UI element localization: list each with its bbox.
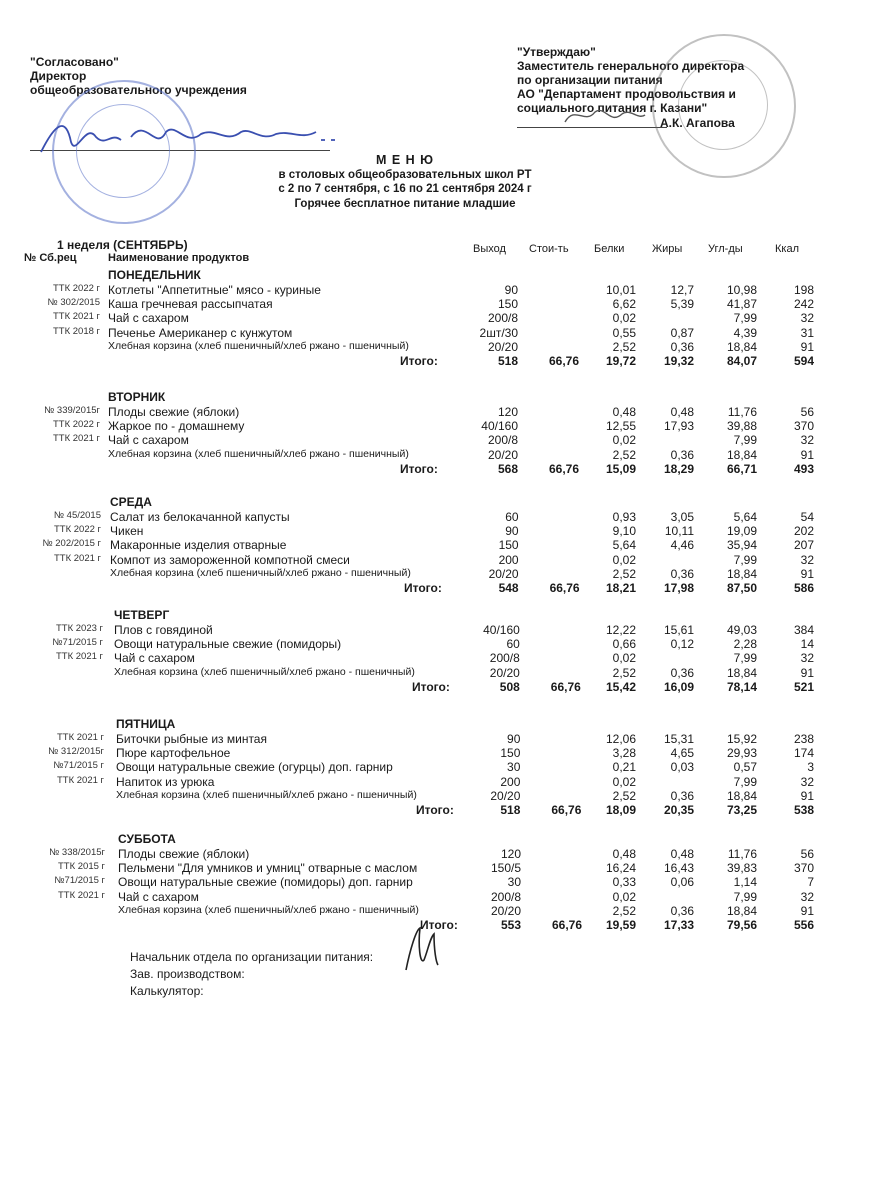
fat-value: 4,46 <box>670 538 694 553</box>
footer-production: Зав. производством: <box>130 967 245 981</box>
output-value: 150 <box>498 538 519 553</box>
fat-value: 0,06 <box>670 875 694 890</box>
col-kcal: Ккал <box>775 243 799 255</box>
recipe-code: № 202/2015 г <box>42 538 101 550</box>
recipe-code: № 338/2015г <box>49 847 105 858</box>
dish-name: Чай с сахаром <box>118 889 199 904</box>
carbs-value: 7,99 <box>733 889 757 904</box>
total-label: Итого: <box>400 461 438 476</box>
kcal-value: 91 <box>800 339 814 354</box>
fat-value: 3,05 <box>670 510 694 524</box>
kcal-value: 207 <box>793 538 814 553</box>
carbs-value: 18,84 <box>726 665 757 680</box>
protein-value: 0,02 <box>612 651 636 666</box>
carbs-value: 15,92 <box>726 732 757 746</box>
dish-name: Биточки рыбные из минтая <box>116 732 267 746</box>
output-value: 90 <box>507 732 521 746</box>
fat-value: 0,36 <box>670 665 694 680</box>
dish-name: Хлебная корзина (хлеб пшеничный/хлеб ржано - пшеничный) <box>108 447 409 460</box>
total-output: 568 <box>497 461 518 476</box>
carbs-value: 7,99 <box>733 774 757 789</box>
total-kcal: 521 <box>793 679 814 694</box>
carbs-value: 11,76 <box>727 847 757 861</box>
carbs-value: 1,14 <box>733 875 757 890</box>
carbs-value: 18,84 <box>726 788 757 803</box>
protein-value: 0,33 <box>612 875 636 890</box>
output-value: 120 <box>497 405 518 419</box>
kcal-value: 7 <box>807 875 814 890</box>
total-carbs: 84,07 <box>726 354 757 368</box>
total-label: Итого: <box>400 354 438 368</box>
kcal-value: 32 <box>800 889 814 904</box>
kcal-value: 370 <box>793 861 814 876</box>
dish-name: Чай с сахаром <box>108 311 189 326</box>
fat-value: 0,12 <box>670 637 694 652</box>
protein-value: 2,52 <box>612 665 636 680</box>
approval-right-title: "Утверждаю" <box>517 45 596 59</box>
approval-right-name: А.К. Агапова <box>660 116 735 130</box>
recipe-code: ТТК 2021 г <box>57 889 105 901</box>
output-value: 90 <box>505 524 519 539</box>
protein-value: 2,52 <box>612 788 636 803</box>
dish-name: Жаркое по - домашнему <box>108 419 245 434</box>
total-kcal: 556 <box>793 918 814 932</box>
protein-value: 12,55 <box>605 419 636 434</box>
total-protein: 19,72 <box>605 354 636 368</box>
col-carbs: Угл-ды <box>708 243 743 255</box>
protein-value: 5,64 <box>612 538 636 553</box>
recipe-code: № 45/2015 <box>53 510 101 521</box>
dish-name: Плов с говядиной <box>114 623 213 637</box>
kcal-value: 32 <box>800 774 814 789</box>
recipe-code: ТТК 2021 г <box>56 732 104 743</box>
protein-value: 0,66 <box>612 637 636 652</box>
carbs-value: 7,99 <box>733 311 757 326</box>
kcal-value: 91 <box>800 447 814 462</box>
approval-left-line1: Директор <box>30 69 87 83</box>
output-value: 90 <box>504 283 518 297</box>
total-label: Итого: <box>412 679 450 694</box>
dish-name: Плоды свежие (яблоки) <box>118 847 250 861</box>
carbs-value: 41,87 <box>726 297 757 312</box>
carbs-value: 2,28 <box>733 637 757 652</box>
protein-value: 16,24 <box>605 861 636 876</box>
kcal-value: 14 <box>800 637 814 652</box>
protein-value: 6,62 <box>612 297 636 312</box>
total-kcal: 493 <box>793 461 814 476</box>
dish-name: Компот из замороженной компотной смеси <box>110 552 350 567</box>
carbs-value: 7,99 <box>733 651 757 666</box>
approval-left-title: "Согласовано" <box>30 55 119 69</box>
total-protein: 18,21 <box>605 581 636 595</box>
total-cost: 66,76 <box>550 679 581 694</box>
dish-name: Хлебная корзина (хлеб пшеничный/хлеб ржано - пшеничный) <box>118 903 419 916</box>
output-value: 20/20 <box>487 447 518 462</box>
protein-value: 9,10 <box>612 524 636 539</box>
carbs-value: 18,84 <box>726 903 757 918</box>
dish-name: Чикен <box>110 524 144 539</box>
stamp-right <box>652 34 796 178</box>
protein-value: 2,52 <box>612 447 636 462</box>
kcal-value: 56 <box>800 847 814 861</box>
fat-value: 0,48 <box>670 405 694 419</box>
fat-value: 0,36 <box>670 788 694 803</box>
dish-name: Печенье Американер с кунжутом <box>108 325 293 340</box>
protein-value: 2,52 <box>612 566 636 581</box>
day-title: ПОНЕДЕЛЬНИК <box>108 268 201 282</box>
protein-value: 0,02 <box>612 889 636 904</box>
carbs-value: 7,99 <box>733 552 757 567</box>
total-cost: 66,76 <box>548 461 579 476</box>
protein-value: 0,21 <box>612 760 636 775</box>
total-cost: 66,76 <box>551 918 582 932</box>
kcal-value: 238 <box>793 732 814 746</box>
output-value: 20/20 <box>490 903 521 918</box>
output-value: 20/20 <box>490 788 521 803</box>
dish-name: Котлеты "Аппетитные" мясо - куриные <box>108 283 321 297</box>
recipe-code: № 302/2015 <box>47 297 100 309</box>
day-title: ЧЕТВЕРГ <box>114 608 170 622</box>
output-value: 150/5 <box>490 861 521 876</box>
day-title: СРЕДА <box>110 495 152 509</box>
approval-left-line2: общеобразовательного учреждения <box>30 83 247 97</box>
fat-value: 5,39 <box>670 297 694 312</box>
recipe-code: ТТК 2021 г <box>52 311 100 323</box>
menu-subtitle-1: в столовых общеобразовательных школ РТ <box>278 169 532 181</box>
total-fat: 18,29 <box>663 461 694 476</box>
output-value: 30 <box>507 875 521 890</box>
dish-name: Салат из белокачанной капусты <box>110 510 290 524</box>
carbs-value: 11,76 <box>727 405 757 419</box>
output-value: 200/8 <box>490 889 521 904</box>
kcal-value: 3 <box>807 760 814 775</box>
recipe-code: ТТК 2021 г <box>53 552 101 564</box>
total-carbs: 87,50 <box>726 581 757 595</box>
total-output: 518 <box>497 354 518 368</box>
kcal-value: 32 <box>800 311 814 326</box>
total-label: Итого: <box>420 918 458 932</box>
total-output: 518 <box>500 803 521 817</box>
kcal-value: 91 <box>800 566 814 581</box>
dish-name: Овощи натуральные свежие (помидоры) доп. гарнир <box>118 875 413 890</box>
carbs-value: 49,03 <box>726 623 757 637</box>
week-label: 1 неделя (СЕНТЯБРЬ) <box>57 238 188 252</box>
recipe-code: ТТК 2023 г <box>55 623 103 634</box>
kcal-value: 54 <box>800 510 814 524</box>
carbs-value: 5,64 <box>733 510 757 524</box>
recipe-code: ТТК 2018 г <box>52 325 100 337</box>
total-protein: 15,09 <box>605 461 636 476</box>
total-fat: 16,09 <box>663 679 694 694</box>
recipe-code: № 339/2015г <box>44 405 100 416</box>
carbs-value: 39,88 <box>726 419 757 434</box>
fat-value: 15,31 <box>663 732 694 746</box>
output-value: 20/20 <box>489 665 520 680</box>
kcal-value: 174 <box>793 746 814 761</box>
protein-value: 0,55 <box>612 325 636 340</box>
total-cost: 66,76 <box>549 581 580 595</box>
output-value: 200 <box>498 552 519 567</box>
total-carbs: 73,25 <box>726 803 757 817</box>
dish-name: Хлебная корзина (хлеб пшеничный/хлеб ржано - пшеничный) <box>110 566 411 579</box>
protein-value: 12,22 <box>605 623 636 637</box>
footer-calculator: Калькулятор: <box>130 984 204 998</box>
recipe-code: ТТК 2021 г <box>56 774 104 786</box>
carbs-value: 39,83 <box>726 861 757 876</box>
fat-value: 0,48 <box>670 847 694 861</box>
kcal-value: 31 <box>800 325 814 340</box>
carbs-value: 19,09 <box>726 524 757 539</box>
carbs-value: 18,84 <box>726 447 757 462</box>
total-output: 548 <box>498 581 519 595</box>
output-value: 60 <box>506 637 520 652</box>
protein-value: 0,02 <box>612 311 636 326</box>
kcal-value: 198 <box>793 283 814 297</box>
recipe-code: ТТК 2021 г <box>55 651 103 663</box>
kcal-value: 32 <box>800 552 814 567</box>
total-fat: 20,35 <box>663 803 694 817</box>
output-value: 150 <box>500 746 521 761</box>
menu-title: М Е Н Ю <box>375 153 435 167</box>
fat-value: 16,43 <box>663 861 694 876</box>
protein-value: 0,93 <box>612 510 636 524</box>
fat-value: 0,87 <box>670 325 694 340</box>
kcal-value: 202 <box>793 524 814 539</box>
recipe-code: №71/2015 г <box>52 637 103 649</box>
signature-footer <box>398 920 448 980</box>
approval-right-line2: по организации питания <box>517 73 663 87</box>
fat-value: 4,65 <box>670 746 694 761</box>
protein-value: 10,01 <box>605 283 636 297</box>
dish-name: Плоды свежие (яблоки) <box>108 405 240 419</box>
carbs-value: 0,57 <box>733 760 757 775</box>
total-kcal: 594 <box>793 354 814 368</box>
total-protein: 18,09 <box>605 803 636 817</box>
menu-subtitle-2: с 2 по 7 сентября, с 16 по 21 сентября 2024 г <box>278 183 532 195</box>
recipe-code: ТТК 2022 г <box>53 524 101 536</box>
recipe-code: ТТК 2022 г <box>52 419 100 431</box>
kcal-value: 32 <box>800 433 814 448</box>
recipe-code: ТТК 2022 г <box>52 283 100 294</box>
recipe-code: ТТК 2015 г <box>57 861 105 873</box>
fat-value: 0,03 <box>670 760 694 775</box>
total-kcal: 586 <box>793 581 814 595</box>
total-output: 508 <box>499 679 520 694</box>
output-value: 40/160 <box>483 623 520 637</box>
total-carbs: 79,56 <box>726 918 757 932</box>
output-value: 2шт/30 <box>479 325 518 340</box>
carbs-value: 4,39 <box>733 325 757 340</box>
carbs-value: 35,94 <box>726 538 757 553</box>
total-fat: 19,32 <box>663 354 694 368</box>
output-value: 200 <box>500 774 521 789</box>
output-value: 200/8 <box>489 651 520 666</box>
total-label: Итого: <box>404 581 442 595</box>
output-value: 120 <box>500 847 521 861</box>
kcal-value: 91 <box>800 788 814 803</box>
dish-name: Чай с сахаром <box>114 651 195 666</box>
protein-value: 0,48 <box>612 847 636 861</box>
dish-name: Хлебная корзина (хлеб пшеничный/хлеб ржано - пшеничный) <box>116 788 417 801</box>
total-kcal: 538 <box>793 803 814 817</box>
day-title: СУББОТА <box>118 832 176 846</box>
recipe-code: № 312/2015г <box>48 746 104 758</box>
fat-value: 0,36 <box>670 339 694 354</box>
carbs-value: 18,84 <box>726 339 757 354</box>
col-name: Наименование продуктов <box>108 252 250 264</box>
fat-value: 17,93 <box>663 419 694 434</box>
approval-right-line3: АО "Департамент продовольствия и <box>517 87 736 101</box>
protein-value: 2,52 <box>612 903 636 918</box>
total-cost: 66,76 <box>551 803 582 817</box>
col-output: Выход <box>473 243 506 255</box>
dish-name: Каша гречневая рассыпчатая <box>108 297 273 312</box>
footer-head: Начальник отдела по организации питания: <box>130 950 374 964</box>
dish-name: Напиток из урюка <box>116 774 215 789</box>
kcal-value: 370 <box>793 419 814 434</box>
recipe-code: №71/2015 г <box>54 875 105 887</box>
kcal-value: 91 <box>800 903 814 918</box>
total-carbs: 78,14 <box>726 679 757 694</box>
dish-name: Хлебная корзина (хлеб пшеничный/хлеб ржано - пшеничный) <box>108 339 409 352</box>
col-protein: Белки <box>594 243 625 255</box>
fat-value: 12,7 <box>670 283 694 297</box>
dish-name: Пюре картофельное <box>116 746 231 761</box>
kcal-value: 384 <box>793 623 814 637</box>
output-value: 30 <box>507 760 521 775</box>
protein-value: 0,02 <box>612 433 636 448</box>
recipe-code: ТТК 2021 г <box>52 433 100 445</box>
kcal-value: 56 <box>800 405 814 419</box>
protein-value: 12,06 <box>605 732 636 746</box>
day-title: ПЯТНИЦА <box>116 717 176 731</box>
fat-value: 0,36 <box>670 903 694 918</box>
col-cost: Стои-ть <box>529 243 569 255</box>
carbs-value: 29,93 <box>726 746 757 761</box>
output-value: 60 <box>505 510 519 524</box>
carbs-value: 18,84 <box>726 566 757 581</box>
kcal-value: 91 <box>800 665 814 680</box>
dish-name: Овощи натуральные свежие (помидоры) <box>114 637 342 652</box>
recipe-code: №71/2015 г <box>53 760 104 772</box>
fat-value: 0,36 <box>670 447 694 462</box>
dish-name: Пельмени "Для умников и умниц" отварные с маслом <box>118 861 418 876</box>
approval-right-line1: Заместитель генерального директора <box>517 59 745 73</box>
col-code: № Сб.рец <box>24 252 77 264</box>
kcal-value: 32 <box>800 651 814 666</box>
total-protein: 15,42 <box>605 679 636 694</box>
dish-name: Овощи натуральные свежие (огурцы) доп. гарнир <box>116 760 393 775</box>
carbs-value: 7,99 <box>733 433 757 448</box>
output-value: 200/8 <box>487 433 518 448</box>
total-fat: 17,33 <box>663 918 694 932</box>
fat-value: 15,61 <box>663 623 694 637</box>
output-value: 40/160 <box>481 419 518 434</box>
total-cost: 66,76 <box>548 354 579 368</box>
total-output: 553 <box>500 918 521 932</box>
protein-value: 0,48 <box>612 405 636 419</box>
protein-value: 0,02 <box>612 552 636 567</box>
approval-right-line4: социального питания г. Казани" <box>517 101 708 115</box>
output-value: 150 <box>497 297 518 312</box>
fat-value: 0,36 <box>670 566 694 581</box>
protein-value: 3,28 <box>612 746 636 761</box>
total-protein: 19,59 <box>605 918 636 932</box>
protein-value: 2,52 <box>612 339 636 354</box>
carbs-value: 10,98 <box>726 283 757 297</box>
col-fat: Жиры <box>652 243 683 255</box>
fat-value: 10,11 <box>664 524 694 539</box>
output-value: 20/20 <box>487 339 518 354</box>
protein-value: 0,02 <box>612 774 636 789</box>
day-title: ВТОРНИК <box>108 390 166 404</box>
dish-name: Хлебная корзина (хлеб пшеничный/хлеб ржано - пшеничный) <box>114 665 415 678</box>
dish-name: Макаронные изделия отварные <box>110 538 287 553</box>
total-fat: 17,98 <box>663 581 694 595</box>
menu-subtitle-3: Горячее бесплатное питание младшие <box>294 198 516 210</box>
dish-name: Чай с сахаром <box>108 433 189 448</box>
total-carbs: 66,71 <box>726 461 757 476</box>
kcal-value: 242 <box>793 297 814 312</box>
output-value: 200/8 <box>487 311 518 326</box>
signature-right <box>560 100 650 130</box>
output-value: 20/20 <box>488 566 519 581</box>
total-label: Итого: <box>416 803 454 817</box>
